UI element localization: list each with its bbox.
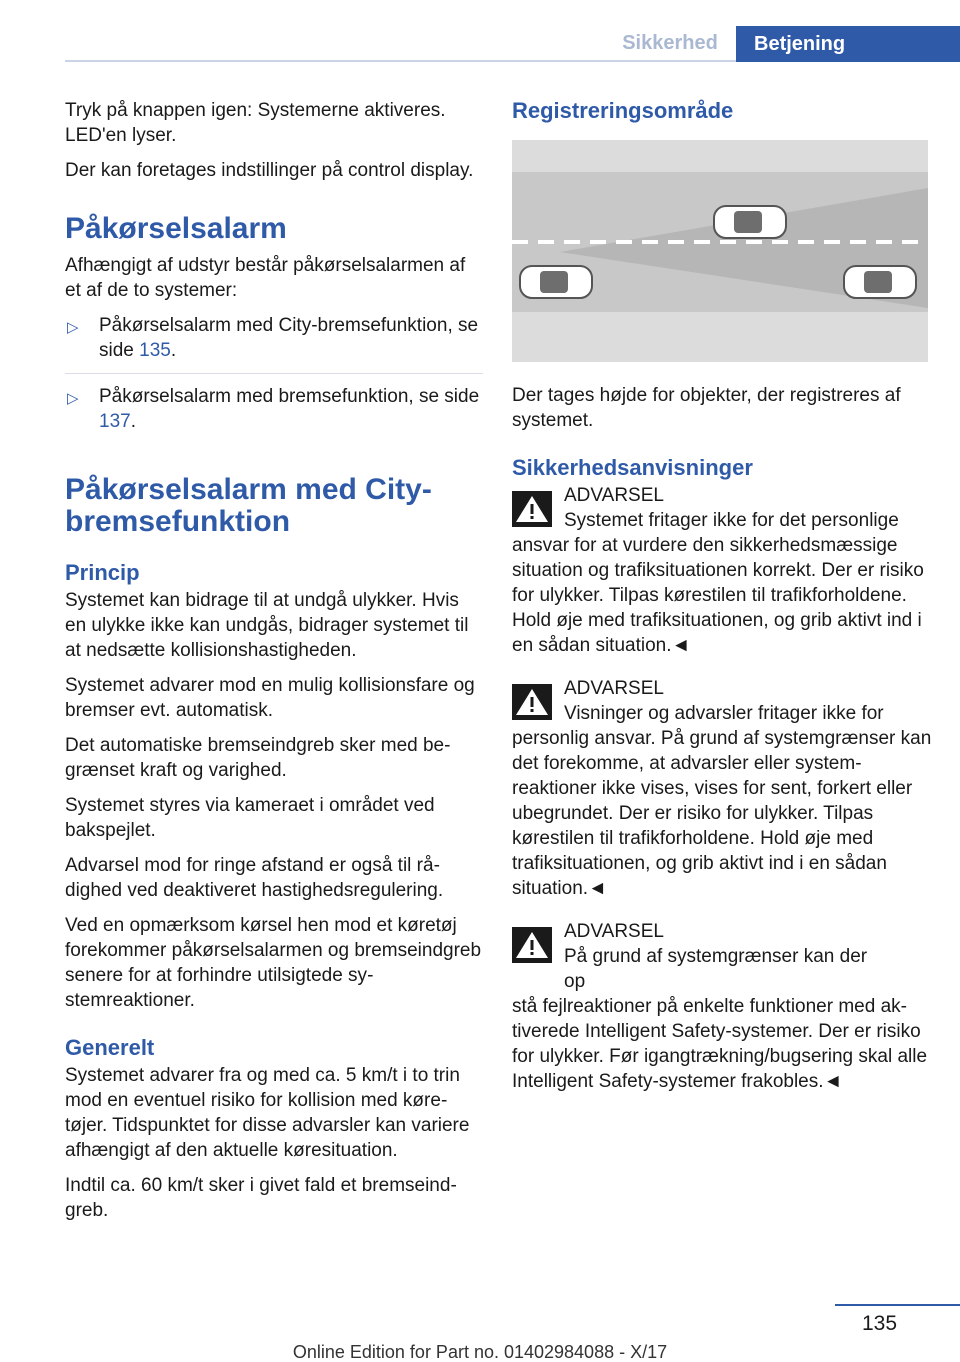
page-link[interactable]: 137 — [99, 411, 131, 432]
warning-text: personlig ansvar. På grund af systemgrænser kan det forekomme, at advarsler eller systemreaktioner ikke vises, vises for sent, forkert eller ubegrundet. Der er risiko for ulykker. Tilpas kørestilen til trafikforholdene. Hold øje med trafiksituationen, og grib aktivt ind i en sådan situation.◄ — [512, 728, 932, 899]
paragraph: Systemet kan bidrage til at undgå ulykker. Hvis en ulykke ikke kan undgås, bidrager systemet til at nedsætte kollisionshastigheden. — [65, 590, 469, 661]
car-icon — [844, 266, 916, 298]
paragraph: Systemet advarer mod en mulig kollisionsfare og bremser evt. automatisk. — [65, 675, 475, 721]
warning-text: Systemet fritager ikke for det personlige — [564, 510, 899, 531]
paragraph: Systemet advarer fra og med ca. 5 km/t i to trin mod en eventuel risiko for kollision med køretøjer. Tidspunktet for disse advarsler kan variere afhængigt af den aktuelle køresituation. — [65, 1065, 470, 1161]
heading-sikkerhedsanvisninger: Sikkerhedsanvisninger — [512, 455, 753, 480]
heading-city-bremsefunktion: Påkørselsalarm med City-bremsefunktion — [65, 473, 432, 538]
paragraph: Tryk på knappen igen: Systemerne aktiveres. LED'en lyser. — [65, 100, 446, 146]
footer-edition: Online Edition for Part no. 01402984088 - X/17 — [292, 1342, 668, 1362]
figure-caption: Der tages højde for objekter, der registreres af systemet. — [512, 385, 901, 431]
page-number: 135 — [862, 1312, 898, 1335]
warning-block — [512, 919, 932, 1094]
warning-block — [512, 676, 932, 901]
heading-registreringsomrade: Registreringsområde — [512, 98, 734, 123]
paragraph: Ved en opmærksom kørsel hen mod et køretøj forekommer påkørselsalarmen og bremseindgreb senere for at forhindre utilsigtede systemreaktioner. — [65, 915, 482, 1011]
paragraph: Indtil ca. 60 km/t sker i givet fald et bremseindgreb. — [65, 1175, 457, 1221]
heading-generelt: Generelt — [65, 1035, 155, 1060]
paragraph: Det automatiske bremseindgreb sker med begrænset kraft og varighed. — [65, 735, 451, 781]
warning-text: stå fejlreaktioner på enkelte funktioner med aktiverede Intelligent Safety-systemer. Der er risiko for ulykker. Før igangtrækning/bugsering skal alle Intelligent Safety-systemer frakobles.◄ — [512, 996, 928, 1092]
page-link[interactable]: 135 — [139, 340, 171, 361]
warning-text: På grund af systemgrænser kan der op — [564, 946, 868, 992]
warning-triangle-icon — [512, 491, 552, 527]
warning-text: ansvar for at vurdere den sikkerhedsmæssige situation og trafiksituationen korrekt. Der er risiko for ulykker. Tilpas kørestilen til trafikforholdene. Hold øje med trafiksituationen, og grib aktivt ind i en sådan situation.◄ — [512, 535, 924, 656]
paragraph: Advarsel mod for ringe afstand er også til rådighed ved deaktiveret hastighedsregulering. — [65, 855, 444, 901]
footer-rule — [835, 1304, 960, 1306]
warning-text: Visninger og advarsler fritager ikke for — [564, 703, 884, 724]
right-column — [512, 98, 932, 1112]
car-icon — [714, 206, 786, 238]
car-icon — [520, 266, 592, 298]
warning-title: ADVARSEL — [564, 485, 664, 506]
heading-pakorselsalarm: Påkørselsalarm — [65, 212, 287, 245]
triangle-bullet-icon: ▷ — [67, 390, 79, 407]
warning-title: ADVARSEL — [564, 921, 664, 942]
list-item: ▷ Påkørselsalarm med City-bremsefunktion, se side 135. — [65, 313, 483, 374]
left-column — [65, 98, 483, 1233]
warning-triangle-icon — [512, 684, 552, 720]
heading-princip: Princip — [65, 560, 140, 585]
paragraph: Afhængigt af udstyr består påkørselsalarmen af et af de to systemer: — [65, 255, 466, 301]
warning-block — [512, 483, 932, 658]
warning-title: ADVARSEL — [564, 678, 664, 699]
tab-sikkerhed[interactable]: Sikkerhed — [622, 32, 718, 54]
list-item: ▷ Påkørselsalarm med bremsefunktion, se side 137. — [67, 386, 480, 432]
triangle-bullet-icon: ▷ — [67, 319, 79, 336]
paragraph: Der kan foretages indstillinger på control display. — [65, 160, 474, 181]
detection-area-diagram — [512, 140, 928, 362]
paragraph: Systemet styres via kameraet i området ved bakspejlet. — [65, 795, 435, 841]
bullet-list — [65, 313, 483, 444]
warning-triangle-icon — [512, 927, 552, 963]
tab-betjening[interactable]: Betjening — [736, 26, 960, 62]
